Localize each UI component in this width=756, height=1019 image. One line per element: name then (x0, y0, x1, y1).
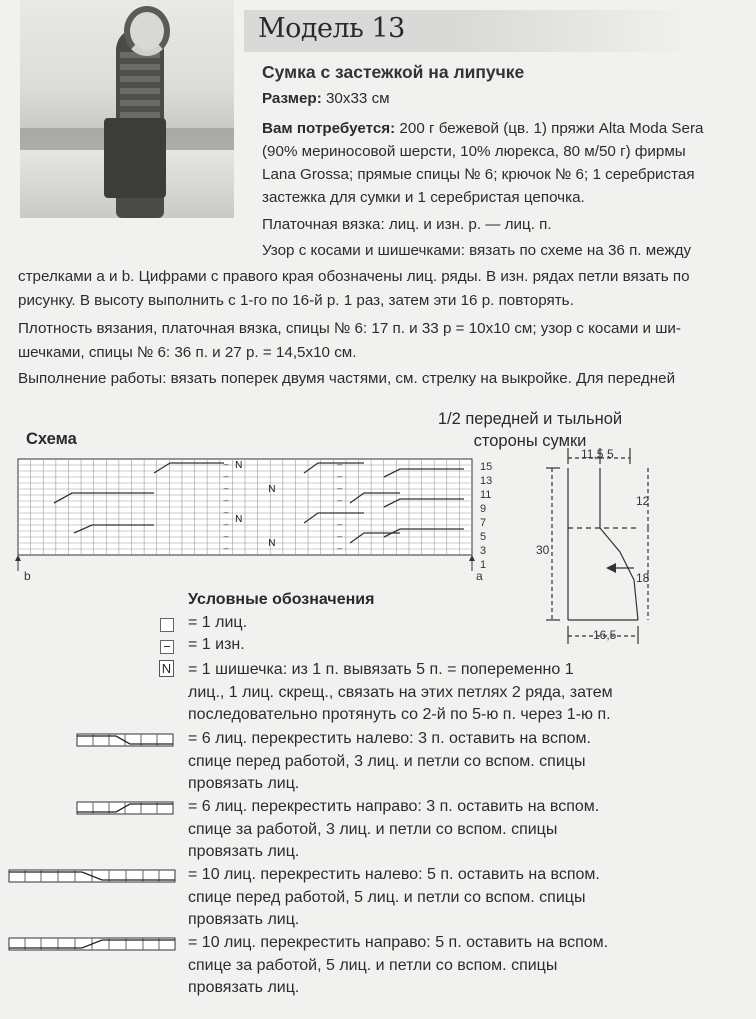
purl-mark: – (223, 471, 229, 481)
size-line (262, 88, 390, 111)
dim-right-lower: 18 (636, 571, 650, 585)
purl-mark: – (223, 483, 229, 493)
model-title: Модель 13 (258, 13, 405, 44)
body-line-4: рисунку. В высоту выполнить с 1-го по 16-й р. 1 раз, затем эти 16 р. повторять. (18, 292, 574, 309)
materials-line-1: Вам потребуется: 200 г бежевой (цв. 1) пряжи Alta Moda Sera (262, 120, 704, 137)
purl-mark: – (337, 459, 343, 469)
cable10-left-symbol (8, 866, 178, 884)
item-title: Сумка с застежкой на липучке (262, 62, 525, 82)
purl-mark: – (223, 543, 229, 553)
row-number: 15 (480, 461, 493, 473)
size-label: Размер: (262, 90, 322, 107)
materials-line-3: Lana Grossa; прямые спицы № 6; крючок № 6; 1 серебристая (262, 166, 695, 183)
body-line-6: шечками, спицы № 6: 36 п. и 27 р. = 14,5x10 см. (18, 344, 357, 361)
body-line-2: Узор с косами и шишечками: вязать по схеме на 36 п. между (262, 242, 692, 259)
legend-cable10-left: = 10 лиц. перекрестить налево: 5 п. оставить на вспом. спице перед работой, 5 лиц. и петли со вспом. спицы провязать лиц. (188, 866, 600, 929)
body-line-1: Платочная вязка: лиц. и изн. р. — лиц. п. (262, 216, 552, 233)
cable6-left-symbol (76, 730, 176, 748)
chart-grid (18, 459, 472, 555)
purl-symbol (160, 640, 174, 654)
legend-cable10-right: = 10 лиц. перекрестить направо: 5 п. оставить на вспом. спице за работой, 5 лиц. и петли со вспом. спицы провязать лиц. (188, 934, 609, 997)
row-number: 1 (480, 559, 487, 571)
row-number: 11 (480, 489, 492, 501)
purl-mark: – (337, 471, 343, 481)
cable6-right-symbol (76, 798, 176, 816)
body-line-3: стрелками a и b. Цифрами с правого края обозначены лиц. ряды. В изн. рядах петли вязать по (18, 268, 690, 285)
dim-bottom: 16,5 (593, 628, 617, 642)
pattern-heading: 1/2 передней и тыльной стороны сумки (437, 410, 623, 450)
direction-arrow-head (606, 563, 616, 573)
knitting-chart (14, 455, 476, 585)
materials-line-4: застежка для сумки и 1 серебристая цепочка. (262, 189, 585, 206)
legend-cable6-left: = 6 лиц. перекрестить налево: 3 п. оставить на вспом. спице перед работой, 3 лиц. и петли со вспом. спицы провязать лиц. (188, 730, 591, 793)
body-line-5: Плотность вязания, платочная вязка, спицы № 6: 17 п. и 33 р = 10x10 см; узор с косами и ши- (18, 320, 681, 337)
body-line-7: Выполнение работы: вязать поперек двумя частями, см. стрелку на выкройке. Для передней (18, 370, 676, 387)
arrow-a-label: a (476, 569, 483, 583)
purl-mark: – (223, 531, 229, 541)
materials-label: Вам потребуется: (262, 120, 396, 137)
sewing-pattern (530, 440, 670, 650)
bobble-symbol: N (159, 660, 174, 677)
materials-line-2: (90% мериносовой шерсти, 10% люрекса, 80 м/50 г) фирмы (262, 143, 686, 160)
purl-mark: – (337, 495, 343, 505)
row-number: 7 (480, 517, 487, 529)
dim-top-right: 5 (607, 447, 614, 461)
purl-mark: – (223, 519, 229, 529)
bobble-mark: N (268, 538, 276, 549)
purl-mark: – (337, 543, 343, 553)
legend-heading: Условные обозначения (188, 591, 375, 608)
purl-mark: – (337, 531, 343, 541)
model-title-band (244, 10, 696, 52)
purl-mark: – (337, 483, 343, 493)
row-number: 3 (480, 545, 487, 557)
purl-mark: – (223, 459, 229, 469)
dim-left: 30 (536, 543, 550, 557)
bag-illustration (104, 118, 166, 198)
bobble-mark: N (235, 514, 243, 525)
dim-top-left: 11,5 (581, 447, 604, 461)
model-photo (20, 0, 234, 218)
purl-mark: – (337, 519, 343, 529)
row-numbers (480, 462, 492, 570)
pattern-right-edge (600, 468, 638, 620)
row-number: 5 (480, 531, 487, 543)
cable10-right-symbol (8, 934, 178, 952)
legend-purl: = 1 изн. (188, 636, 245, 653)
legend-cable6-right: = 6 лиц. перекрестить направо: 3 п. оставить на вспом. спице за работой, 3 лиц. и петли со вспом. спицы провязать лиц. (188, 798, 600, 861)
schema-heading: Схема (26, 430, 77, 448)
bobble-mark: N (235, 460, 243, 471)
purl-mark: – (223, 507, 229, 517)
arrow-b-label: b (24, 569, 31, 583)
row-number: 13 (480, 475, 493, 487)
legend-knit: = 1 лиц. (188, 614, 248, 631)
purl-mark: – (223, 495, 229, 505)
bobble-mark: N (268, 484, 276, 495)
arrow-b-head (15, 555, 21, 561)
purl-mark: – (337, 507, 343, 517)
row-number: 9 (480, 503, 487, 515)
legend-bobble: = 1 шишечка: из 1 п. вывязать 5 п. = попеременно 1 лиц., 1 лиц. скрещ., связать на этих петлях 2 ряда, затем последовательно протянуть со 2-й по 5-ю п. через 1-ю п. (188, 661, 613, 724)
dim-right-upper: 12 (636, 494, 650, 508)
size-value: 30x33 см (325, 90, 390, 107)
arrow-a-head (469, 555, 475, 561)
knit-symbol (160, 618, 174, 632)
